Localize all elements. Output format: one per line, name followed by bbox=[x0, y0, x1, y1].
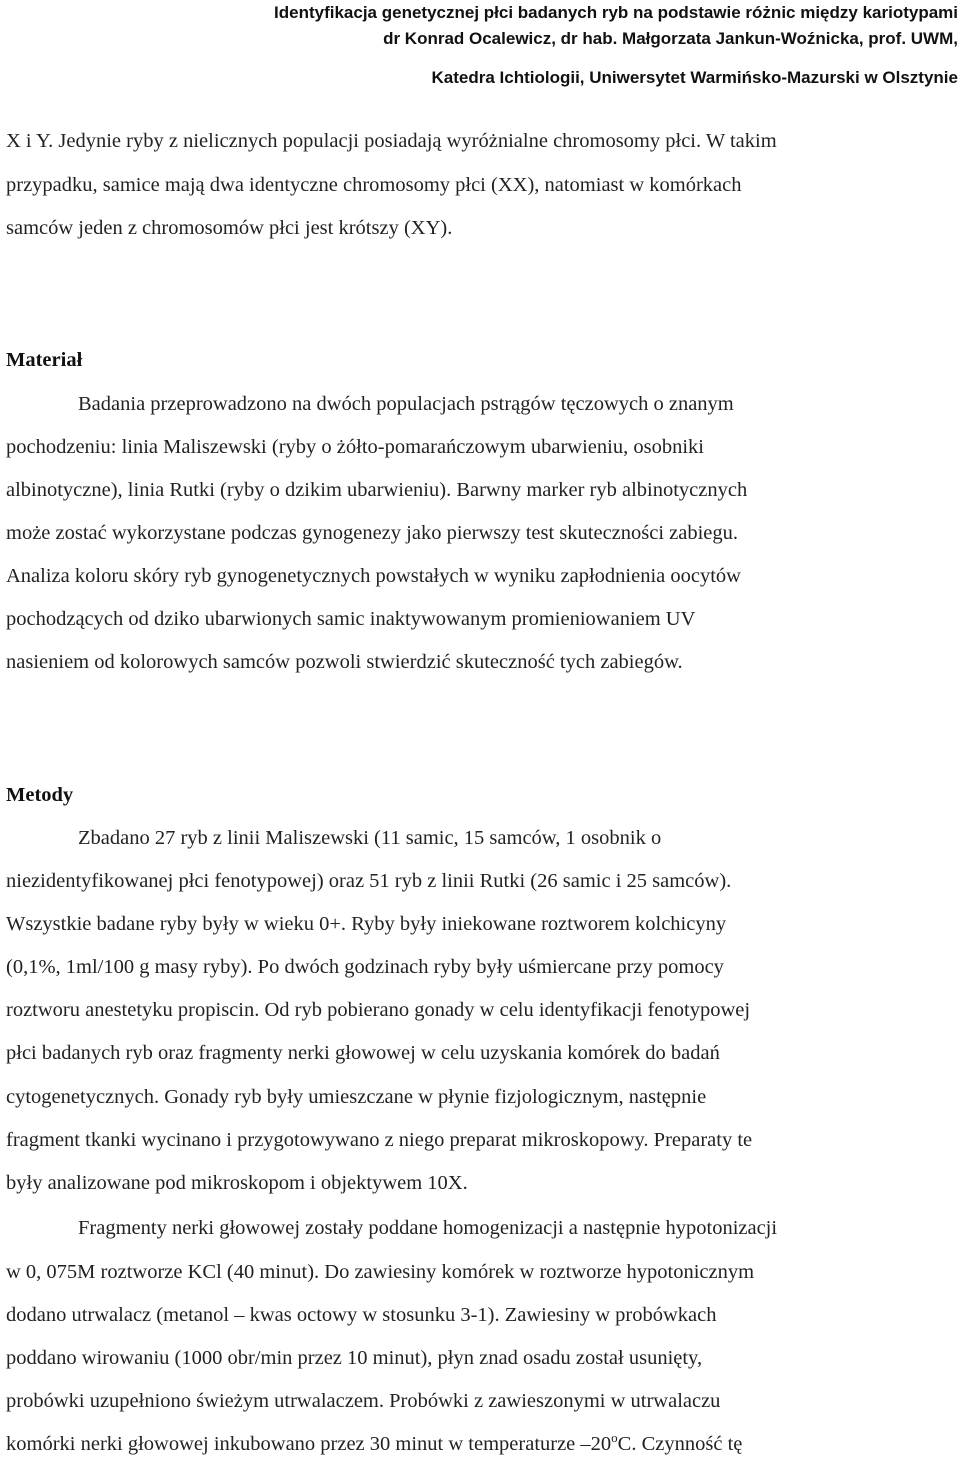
paragraph-line bbox=[6, 1430, 743, 1456]
superscript-degree: o bbox=[611, 1430, 618, 1446]
section-heading-metody: Metody bbox=[6, 784, 74, 806]
paragraph-line: samców jeden z chromosomów płci jest krótszy (XY). bbox=[6, 217, 453, 239]
paragraph-line: Zbadano 27 ryb z linii Maliszewski (11 samic, 15 samców, 1 osobnik o bbox=[78, 827, 662, 849]
paragraph-line: pochodzących od dziko ubarwionych samic inaktywowanym promieniowaniem UV bbox=[6, 608, 696, 630]
paragraph-line: roztworu anestetyku propiscin. Od ryb pobierano gonady w celu identyfikacji fenotypowej bbox=[6, 999, 751, 1021]
paragraph-line: (0,1%, 1ml/100 g masy ryby). Po dwóch godzinach ryby były uśmiercane przy pomocy bbox=[6, 956, 724, 978]
paragraph-line: dodano utrwalacz (metanol – kwas octowy w stosunku 3-1). Zawiesiny w probówkach bbox=[6, 1304, 717, 1326]
paragraph-line: poddano wirowaniu (1000 obr/min przez 10 minut), płyn znad osadu został usunięty, bbox=[6, 1347, 703, 1369]
header-title: Identyfikacja genetycznej płci badanych ryb na podstawie różnic między kariotypami bbox=[274, 3, 958, 22]
header-authors: dr Konrad Ocalewicz, dr hab. Małgorzata Jankun-Woźnicka, prof. UWM, bbox=[383, 29, 958, 48]
paragraph-line: pochodzeniu: linia Maliszewski (ryby o żółto-pomarańczowym ubarwieniu, osobniki bbox=[6, 436, 704, 458]
paragraph-line: nasieniem od kolorowych samców pozwoli stwierdzić skuteczność tych zabiegów. bbox=[6, 651, 683, 673]
paragraph-line: Wszystkie badane ryby były w wieku 0+. Ryby były iniekowane roztworem kolchicyny bbox=[6, 913, 727, 935]
paragraph-line: X i Y. Jedynie ryby z nielicznych populacji posiadają wyróżnialne chromosomy płci. W takim bbox=[6, 130, 777, 152]
text-run: C. Czynność tę bbox=[617, 1433, 743, 1455]
header-affiliation: Katedra Ichtiologii, Uniwersytet Warmińsko-Mazurski w Olsztynie bbox=[431, 68, 958, 87]
paragraph-line: cytogenetycznych. Gonady ryb były umieszczane w płynie fizjologicznym, następnie bbox=[6, 1086, 707, 1108]
paragraph-line: były analizowane pod mikroskopom i objektywem 10X. bbox=[6, 1172, 468, 1194]
paragraph-line: probówki uzupełniono świeżym utrwalaczem. Probówki z zawieszonymi w utrwalaczu bbox=[6, 1390, 721, 1412]
paragraph-line: Badania przeprowadzono na dwóch populacjach pstrągów tęczowych o znanym bbox=[78, 393, 734, 415]
paragraph-line: przypadku, samice mają dwa identyczne chromosomy płci (XX), natomiast w komórkach bbox=[6, 174, 742, 196]
paragraph-line: niezidentyfikowanej płci fenotypowej) oraz 51 ryb z linii Rutki (26 samic i 25 samców). bbox=[6, 870, 732, 892]
paragraph-line: albinotyczne), linia Rutki (ryby o dzikim ubarwieniu). Barwny marker ryb albinotycznych bbox=[6, 479, 748, 501]
paragraph-line: płci badanych ryb oraz fragmenty nerki głowowej w celu uzyskania komórek do badań bbox=[6, 1042, 720, 1064]
section-heading-material: Materiał bbox=[6, 349, 83, 371]
paragraph-line: fragment tkanki wycinano i przygotowywano z niego preparat mikroskopowy. Preparaty te bbox=[6, 1129, 753, 1151]
paragraph-line: w 0, 075M roztworze KCl (40 minut). Do zawiesiny komórek w roztworze hypotonicznym bbox=[6, 1261, 755, 1283]
paragraph-line: Analiza koloru skóry ryb gynogenetycznych powstałych w wyniku zapłodnienia oocytów bbox=[6, 565, 741, 587]
text-run: komórki nerki głowowej inkubowano przez 30 minut w temperaturze –20 bbox=[6, 1433, 612, 1455]
paragraph-line: może zostać wykorzystane podczas gynogenezy jako pierwszy test skuteczności zabiegu. bbox=[6, 522, 739, 544]
paragraph-line: Fragmenty nerki głowowej zostały poddane homogenizacji a następnie hypotonizacji bbox=[78, 1217, 778, 1239]
